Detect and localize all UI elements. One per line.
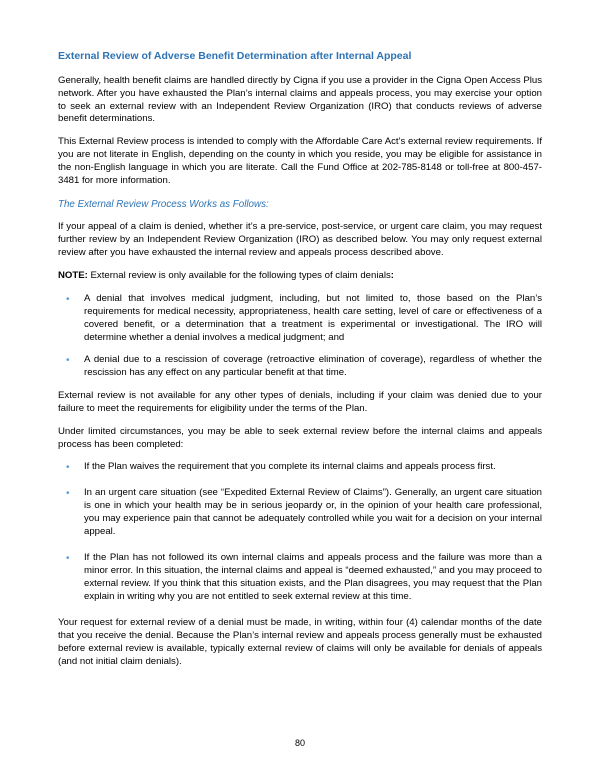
paragraph-note [58,270,542,283]
denial-types-list [58,293,542,380]
section-subheading: The External Review Process Works as Follows: [58,199,269,211]
paragraph-intro: Generally, health benefit claims are handled directly by Cigna if you use a provider in the Cigna Open Access Plus network. After you have exhausted the Plan’s internal claims and appeals process, you may exercise your option to seek an external review with an Independent Review Organization (IRO) that conducts reviews of adverse benefit determinations. [58,74,542,125]
note-text: External review is only available for the following types of claim denials [87,270,391,282]
paragraph-compliance: This External Review process is intended to comply with the Affordable Care Act’s external review requirements. If you are not literate in English, depending on the county in which you reside, you may be eligible for assistance in the non-English language in which you are literate. Call the Fund Office at 202-785-8148 or toll-free at 800-457-3481 for more information. [58,136,542,187]
list-item-text: If the Plan has not followed its own internal claims and appeals process and the failure was more than a minor error. In this situation, the internal claims and appeal is “deemed exhausted,” and you may proceed to external review. If you think that this situation exists, and the Plan disagrees, you may request that the Plan explain in writing why you are not entitled to seek external review at this time. [84,552,542,602]
list-item [58,293,542,345]
paragraph-limited-circumstances: Under limited circumstances, you may be able to seek external review before the internal claims and appeals process has been completed: [58,425,542,450]
early-review-conditions-list [58,461,542,603]
list-item [58,487,542,539]
list-item [58,354,542,380]
list-item [58,461,542,474]
bullet-icon: • [66,488,70,500]
list-item-text: A denial due to a rescission of coverage (retroactive elimination of coverage), regardless of whether the rescission has any effect on any particular benefit at that time. [84,353,542,378]
bullet-icon: • [66,553,70,565]
page-title: External Review of Adverse Benefit Determination after Internal Appeal [58,50,412,62]
note-label: NOTE: [58,270,88,282]
bullet-icon: • [66,354,70,366]
bullet-icon: • [66,294,70,306]
list-item-text: If the Plan waives the requirement that you complete its internal claims and appeals process first. [84,461,496,473]
bullet-icon: • [66,462,70,474]
note-colon: : [390,270,394,282]
page-number: 80 [294,738,305,748]
list-item-text: In an urgent care situation (see “Expedited External Review of Claims”). Generally, an urgent care situation is one in which your health may be in serious jeopardy or, in the opinion of your health care professional, you may experience pain that cannot be adequately controlled while you wait for a decision on your internal appeal. [84,487,542,538]
paragraph-request-deadline: Your request for external review of a denial must be made, in writing, within four (4) calendar months of the date that you receive the denial. Because the Plan’s internal review and appeals process generally must be exhausted before external review is available, typically external review of claims will only be available for denials of appeals (and not initial claim denials). [58,616,542,667]
list-item-text: A denial that involves medical judgment, including, but not limited to, those based on the Plan’s requirements for medical necessity, appropriateness, health care setting, level of care or effectiveness of a covered benefit, or a determination that a treatment is experimental or investigational. The IRO will determine whether a denial involves a medical judgment; and [84,293,542,343]
paragraph-not-available: External review is not available for any other types of denials, including if your claim was denied due to your failure to meet the requirements for eligibility under the terms of the Plan. [58,389,542,414]
paragraph-appeal-denied: If your appeal of a claim is denied, whether it’s a pre-service, post-service, or urgent care claim, you may request further review by an Independent Review Organization (IRO) as described below. You may only request external review after you have exhausted the internal review and appeals process described above. [58,221,542,259]
list-item [58,552,542,604]
